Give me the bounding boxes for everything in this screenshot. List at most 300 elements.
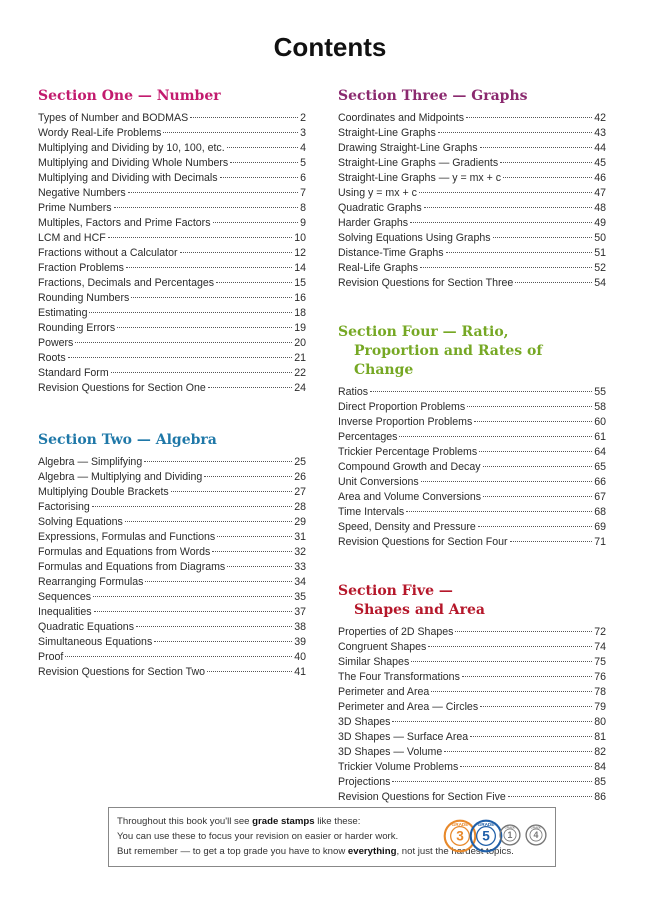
dot-leader <box>163 132 298 133</box>
toc-entry-page: 44 <box>594 142 606 154</box>
toc-entry <box>38 111 306 126</box>
toc-entry-page: 47 <box>594 187 606 199</box>
toc-entry <box>338 111 606 126</box>
toc-entry <box>38 261 306 276</box>
dot-leader <box>227 566 292 567</box>
section-four-entries <box>338 385 606 550</box>
toc-entry-title: Direct Proportion Problems <box>338 401 466 413</box>
toc-entry-page: 27 <box>294 486 306 498</box>
toc-entry-page: 10 <box>294 232 306 244</box>
toc-entry <box>38 381 306 396</box>
dot-leader <box>212 551 292 552</box>
dot-leader <box>217 536 292 537</box>
toc-entry-title: Projections <box>338 776 391 788</box>
toc-entry <box>38 336 306 351</box>
toc-entry-title: Simultaneous Equations <box>38 636 153 648</box>
grade-stamp-label: GRADE <box>451 822 469 828</box>
dot-leader <box>444 751 592 752</box>
toc-entry <box>38 515 306 530</box>
toc-entry <box>338 670 606 685</box>
toc-entry-title: Algebra — Simplifying <box>38 456 143 468</box>
toc-entry-page: 6 <box>300 172 306 184</box>
dot-leader <box>478 526 592 527</box>
toc-entry-page: 51 <box>594 247 606 259</box>
section-two-entries <box>38 455 306 680</box>
section-four-title <box>338 323 606 380</box>
toc-entry-page: 8 <box>300 202 306 214</box>
toc-entry-title: Proof <box>38 651 64 663</box>
toc-entry-title: 3D Shapes — Volume <box>338 746 443 758</box>
toc-entry-title: Estimating <box>38 307 88 319</box>
toc-entry <box>38 665 306 680</box>
section-five-title <box>338 582 606 620</box>
toc-entry-page: 82 <box>594 746 606 758</box>
section-one-title: Section One — Number <box>38 88 221 104</box>
toc-entry <box>38 560 306 575</box>
toc-entry-title: Formulas and Equations from Diagrams <box>38 561 226 573</box>
toc-entry <box>38 306 306 321</box>
dot-leader <box>421 481 593 482</box>
toc-entry <box>38 321 306 336</box>
toc-entry-title: Solving Equations <box>38 516 123 528</box>
toc-entry <box>338 261 606 276</box>
dot-leader <box>483 466 593 467</box>
toc-entry <box>38 291 306 306</box>
toc-entry-page: 52 <box>594 262 606 274</box>
dot-leader <box>446 252 593 253</box>
dot-leader <box>111 372 293 373</box>
toc-entry <box>38 500 306 515</box>
toc-entry-title: Types of Number and BODMAS <box>38 112 189 124</box>
dot-leader <box>424 207 593 208</box>
toc-entry <box>338 400 606 415</box>
toc-entry-title: Properties of 2D Shapes <box>338 626 454 638</box>
toc-entry <box>38 126 306 141</box>
dot-leader <box>154 641 292 642</box>
toc-entry-title: Multiplying Double Brackets <box>38 486 169 498</box>
toc-entry-title: Multiplying and Dividing Whole Numbers <box>38 157 229 169</box>
dot-leader <box>406 511 592 512</box>
toc-entry-page: 46 <box>594 172 606 184</box>
toc-entry <box>338 535 606 550</box>
dot-leader <box>125 521 292 522</box>
toc-entry <box>38 276 306 291</box>
dot-leader <box>68 357 293 358</box>
dot-leader <box>460 766 592 767</box>
toc-entry-page: 64 <box>594 446 606 458</box>
toc-entry-title: LCM and HCF <box>38 232 106 244</box>
dot-leader <box>438 132 592 133</box>
toc-entry-title: Fractions without a Calculator <box>38 247 178 259</box>
dot-leader <box>483 496 592 497</box>
toc-entry-page: 85 <box>594 776 606 788</box>
toc-entry-page: 42 <box>594 112 606 124</box>
dot-leader <box>503 177 592 178</box>
toc-entry-page: 24 <box>294 382 306 394</box>
toc-entry <box>338 790 606 805</box>
right-column <box>338 87 606 805</box>
toc-entry <box>338 141 606 156</box>
toc-entry <box>338 276 606 291</box>
toc-entry-page: 81 <box>594 731 606 743</box>
dot-leader <box>515 282 592 283</box>
page-title: Contents <box>273 32 387 62</box>
toc-entry <box>338 655 606 670</box>
toc-entry-title: Ratios <box>338 386 369 398</box>
toc-entry-page: 43 <box>594 127 606 139</box>
toc-entry <box>338 715 606 730</box>
toc-entry-title: Inverse Proportion Problems <box>338 416 473 428</box>
grade-stamp-number: 4 <box>533 830 539 841</box>
dot-leader <box>89 312 292 313</box>
toc-entry <box>338 745 606 760</box>
toc-entry-page: 61 <box>594 431 606 443</box>
toc-entry-page: 20 <box>294 337 306 349</box>
toc-entry <box>38 575 306 590</box>
toc-entry-page: 72 <box>594 626 606 638</box>
toc-entry-page: 58 <box>594 401 606 413</box>
toc-entry <box>338 156 606 171</box>
toc-entry-title: Revision Questions for Section Three <box>338 277 514 289</box>
dot-leader <box>410 222 592 223</box>
dot-leader <box>75 342 292 343</box>
dot-leader <box>213 222 299 223</box>
toc-entry <box>338 171 606 186</box>
toc-entry-title: Straight-Line Graphs <box>338 127 436 139</box>
dot-leader <box>144 461 292 462</box>
dot-leader <box>65 656 292 657</box>
toc-entry <box>338 445 606 460</box>
toc-entry-title: Quadratic Graphs <box>338 202 422 214</box>
dot-leader <box>216 282 292 283</box>
toc-entry <box>338 231 606 246</box>
dot-leader <box>117 327 292 328</box>
toc-entry <box>38 545 306 560</box>
toc-entry-page: 71 <box>594 536 606 548</box>
dot-leader <box>204 476 292 477</box>
toc-entry-title: Compound Growth and Decay <box>338 461 481 473</box>
toc-entry-page: 75 <box>594 656 606 668</box>
toc-entry <box>38 231 306 246</box>
grade-stamps-note <box>108 807 556 867</box>
dot-leader <box>128 192 298 193</box>
toc-entry <box>38 620 306 635</box>
toc-entry-title: Formulas and Equations from Words <box>38 546 211 558</box>
toc-entry-page: 5 <box>300 157 306 169</box>
toc-entry <box>38 186 306 201</box>
toc-entry <box>338 126 606 141</box>
grade-stamp-number: 3 <box>456 828 464 844</box>
toc-entry-page: 45 <box>594 157 606 169</box>
toc-entry-title: Straight-Line Graphs — Gradients <box>338 157 499 169</box>
toc-entry-page: 68 <box>594 506 606 518</box>
toc-entry-page: 19 <box>294 322 306 334</box>
toc-entry-page: 69 <box>594 521 606 533</box>
toc-entry-title: Similar Shapes <box>338 656 410 668</box>
toc-entry-title: 3D Shapes <box>338 716 391 728</box>
toc-entry-title: Roots <box>38 352 66 364</box>
toc-entry <box>338 700 606 715</box>
toc-entry <box>338 520 606 535</box>
toc-entry <box>338 475 606 490</box>
dot-leader <box>145 581 292 582</box>
toc-entry-title: Multiplying and Dividing by 10, 100, etc. <box>38 142 225 154</box>
toc-entry-title: Fractions, Decimals and Percentages <box>38 277 215 289</box>
section-five-title-line1: Section Five — <box>338 583 453 599</box>
dot-leader <box>420 267 592 268</box>
grade-stamp-number: 5 <box>482 828 490 844</box>
toc-entry-page: 34 <box>294 576 306 588</box>
dot-leader <box>207 671 292 672</box>
section-three-entries <box>338 111 606 291</box>
toc-entry-page: 54 <box>594 277 606 289</box>
toc-entry-page: 4 <box>300 142 306 154</box>
section-two-title: Section Two — Algebra <box>38 432 217 448</box>
dot-leader <box>510 541 593 542</box>
section-four-title-line1: Section Four — Ratio, <box>338 324 509 340</box>
toc-entry-page: 80 <box>594 716 606 728</box>
section-five-entries <box>338 625 606 805</box>
toc-entry <box>38 216 306 231</box>
toc-entry <box>38 156 306 171</box>
toc-entry-title: Congruent Shapes <box>338 641 427 653</box>
dot-leader <box>399 436 592 437</box>
toc-entry-page: 15 <box>294 277 306 289</box>
toc-entry-title: Coordinates and Midpoints <box>338 112 465 124</box>
toc-entry <box>38 141 306 156</box>
toc-entry <box>38 246 306 261</box>
toc-entry-page: 76 <box>594 671 606 683</box>
toc-entry-title: Revision Questions for Section One <box>38 382 206 394</box>
grade-stamps <box>443 815 549 859</box>
toc-entry <box>338 430 606 445</box>
toc-entry-title: Percentages <box>338 431 398 443</box>
toc-entry-page: 2 <box>300 112 306 124</box>
toc-entry <box>338 775 606 790</box>
section-four-title-line2: Proportion and Rates of Change <box>354 343 543 378</box>
dot-leader <box>136 626 292 627</box>
toc-entry-page: 26 <box>294 471 306 483</box>
dot-leader <box>470 736 592 737</box>
grade-stamp-icon <box>499 824 521 846</box>
toc-entry-page: 38 <box>294 621 306 633</box>
grade-stamp-label: GRADE <box>504 825 516 830</box>
toc-entry-title: Multiples, Factors and Prime Factors <box>38 217 211 229</box>
toc-entry <box>338 685 606 700</box>
dot-leader <box>230 162 298 163</box>
dot-leader <box>392 781 592 782</box>
toc-entry-title: Perimeter and Area — Circles <box>338 701 479 713</box>
dot-leader <box>94 611 293 612</box>
toc-entry-page: 25 <box>294 456 306 468</box>
toc-entry-title: Solving Equations Using Graphs <box>338 232 491 244</box>
toc-entry <box>338 640 606 655</box>
dot-leader <box>474 421 592 422</box>
toc-entry-title: Inequalities <box>38 606 92 618</box>
left-column <box>38 87 306 680</box>
toc-entry <box>38 485 306 500</box>
toc-entry-page: 3 <box>300 127 306 139</box>
dot-leader <box>428 646 592 647</box>
toc-entry <box>38 590 306 605</box>
dot-leader <box>480 147 593 148</box>
toc-entry-title: Prime Numbers <box>38 202 112 214</box>
toc-entry <box>338 201 606 216</box>
toc-entry-title: Fraction Problems <box>38 262 124 274</box>
toc-entry-title: Time Intervals <box>338 506 405 518</box>
toc-entry <box>38 650 306 665</box>
toc-entry-title: Revision Questions for Section Two <box>38 666 206 678</box>
toc-entry-page: 66 <box>594 476 606 488</box>
toc-entry-page: 28 <box>294 501 306 513</box>
toc-entry <box>38 605 306 620</box>
toc-entry <box>338 490 606 505</box>
toc-entry-title: Real-Life Graphs <box>338 262 419 274</box>
dot-leader <box>431 691 592 692</box>
toc-entry-title: Rearranging Formulas <box>38 576 144 588</box>
toc-entry-page: 32 <box>294 546 306 558</box>
toc-entry <box>338 385 606 400</box>
toc-entry-title: The Four Transformations <box>338 671 460 683</box>
toc-entry-page: 67 <box>594 491 606 503</box>
toc-entry-page: 48 <box>594 202 606 214</box>
toc-entry-page: 49 <box>594 217 606 229</box>
toc-entry-title: Wordy Real-Life Problems <box>38 127 162 139</box>
toc-entry-page: 18 <box>294 307 306 319</box>
dot-leader <box>114 207 299 208</box>
dot-leader <box>467 406 592 407</box>
toc-entry-title: Sequences <box>38 591 92 603</box>
note-line-2: You can use these to focus your revision on easier or harder work. <box>117 831 399 842</box>
toc-entry <box>38 455 306 470</box>
toc-entry-title: Harder Graphs <box>338 217 409 229</box>
toc-entry-title: 3D Shapes — Surface Area <box>338 731 469 743</box>
dot-leader <box>466 117 592 118</box>
toc-entry-page: 50 <box>594 232 606 244</box>
toc-entry-title: Quadratic Equations <box>38 621 134 633</box>
dot-leader <box>419 192 592 193</box>
toc-entry-title: Revision Questions for Section Four <box>338 536 508 548</box>
grade-stamp-icon <box>469 819 503 853</box>
toc-entry-title: Expressions, Formulas and Functions <box>38 531 216 543</box>
toc-entry-page: 14 <box>294 262 306 274</box>
toc-entry-title: Multiplying and Dividing with Decimals <box>38 172 218 184</box>
dot-leader <box>493 237 593 238</box>
dot-leader <box>411 661 592 662</box>
toc-entry <box>338 246 606 261</box>
toc-entry-title: Powers <box>38 337 74 349</box>
toc-entry <box>338 186 606 201</box>
section-five-title-line2: Shapes and Area <box>354 602 485 618</box>
toc-entry <box>38 171 306 186</box>
dot-leader <box>480 706 592 707</box>
toc-entry-title: Trickier Volume Problems <box>338 761 459 773</box>
toc-entry <box>38 470 306 485</box>
toc-entry-page: 39 <box>294 636 306 648</box>
note-line-3: But remember — to get a top grade you have to know everything, not just the hardest topics. <box>117 846 514 857</box>
toc-entry-title: Factorising <box>38 501 90 513</box>
toc-entry-title: Perimeter and Area <box>338 686 430 698</box>
note-line-1: Throughout this book you'll see grade stamps like these: <box>117 816 361 827</box>
toc-entry-title: Algebra — Multiplying and Dividing <box>38 471 203 483</box>
toc-entry-page: 78 <box>594 686 606 698</box>
toc-entry-page: 31 <box>294 531 306 543</box>
toc-entry-page: 37 <box>294 606 306 618</box>
dot-leader <box>92 506 292 507</box>
toc-entry <box>38 530 306 545</box>
toc-entry-page: 35 <box>294 591 306 603</box>
toc-entry-page: 40 <box>294 651 306 663</box>
toc-entry-page: 74 <box>594 641 606 653</box>
toc-entry-title: Straight-Line Graphs — y = mx + c <box>338 172 502 184</box>
dot-leader <box>190 117 298 118</box>
toc-entry-title: Speed, Density and Pressure <box>338 521 476 533</box>
toc-entry-page: 33 <box>294 561 306 573</box>
toc-entry-title: Area and Volume Conversions <box>338 491 482 503</box>
dot-leader <box>93 596 292 597</box>
dot-leader <box>462 676 592 677</box>
toc-entry-page: 7 <box>300 187 306 199</box>
dot-leader <box>500 162 592 163</box>
toc-entry-page: 21 <box>294 352 306 364</box>
section-three-title: Section Three — Graphs <box>338 88 528 104</box>
dot-leader <box>126 267 292 268</box>
toc-entry <box>338 415 606 430</box>
toc-entry <box>38 201 306 216</box>
dot-leader <box>131 297 292 298</box>
toc-entry-title: Rounding Errors <box>38 322 116 334</box>
toc-entry-title: Standard Form <box>38 367 109 379</box>
toc-entry <box>338 625 606 640</box>
toc-entry-page: 41 <box>294 666 306 678</box>
toc-entry-page: 79 <box>594 701 606 713</box>
dot-leader <box>392 721 592 722</box>
dot-leader <box>220 177 299 178</box>
toc-entry <box>338 730 606 745</box>
dot-leader <box>370 391 592 392</box>
toc-entry-title: Trickier Percentage Problems <box>338 446 478 458</box>
dot-leader <box>508 796 592 797</box>
grade-stamp-label: GRADE <box>477 822 495 828</box>
grade-stamp-icon <box>525 824 547 846</box>
toc-entry <box>38 351 306 366</box>
dot-leader <box>227 147 298 148</box>
toc-entry-page: 9 <box>300 217 306 229</box>
toc-entry-title: Negative Numbers <box>38 187 126 199</box>
section-one-entries <box>38 111 306 396</box>
toc-entry <box>338 760 606 775</box>
dot-leader <box>208 387 292 388</box>
toc-entry-page: 86 <box>594 791 606 803</box>
dot-leader <box>171 491 292 492</box>
toc-entry <box>338 505 606 520</box>
toc-entry-title: Distance-Time Graphs <box>338 247 444 259</box>
toc-entry <box>338 460 606 475</box>
toc-entry <box>38 635 306 650</box>
toc-entry <box>338 216 606 231</box>
toc-entry-page: 16 <box>294 292 306 304</box>
dot-leader <box>455 631 592 632</box>
toc-entry-title: Revision Questions for Section Five <box>338 791 506 803</box>
toc-entry-title: Unit Conversions <box>338 476 419 488</box>
toc-entry-page: 65 <box>594 461 606 473</box>
grade-stamp-number: 1 <box>507 830 513 841</box>
toc-entry-title: Using y = mx + c <box>338 187 417 199</box>
dot-leader <box>479 451 592 452</box>
toc-entry-title: Drawing Straight-Line Graphs <box>338 142 478 154</box>
toc-entry-title: Rounding Numbers <box>38 292 130 304</box>
toc-entry-page: 84 <box>594 761 606 773</box>
